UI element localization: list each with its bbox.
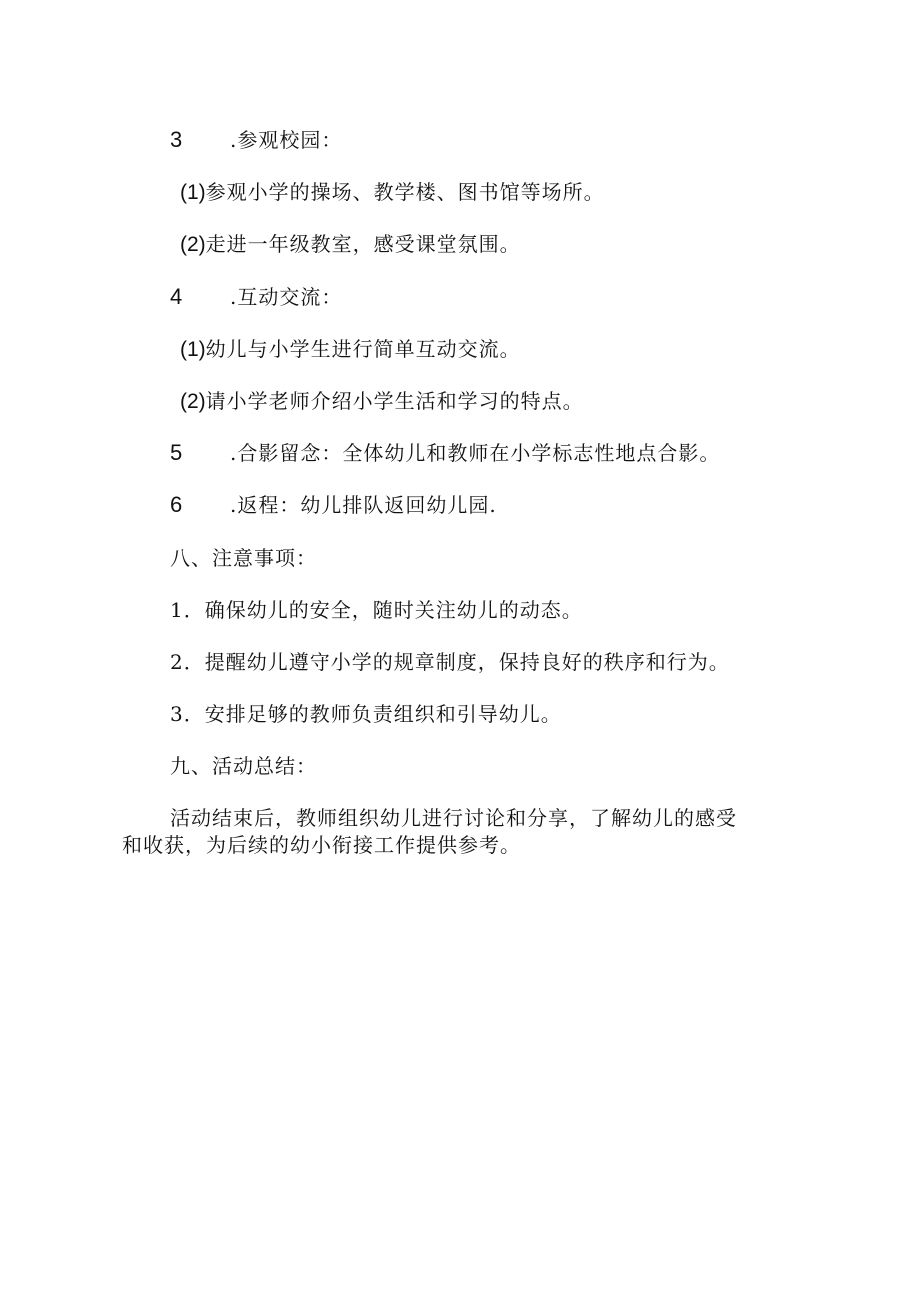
sub-text: 幼儿与小学生进行简单互动交流。 (205, 337, 521, 361)
sub-number: (2) (180, 233, 206, 256)
step-text: .返程：幼儿排队返回幼儿园. (230, 493, 497, 517)
sub-text: 走进一年级教室，感受课堂氛围。 (205, 232, 521, 256)
sub-text: 参观小学的操场、教学楼、图书馆等场所。 (205, 180, 605, 204)
step-text: .互动交流： (230, 285, 343, 309)
note-3: 3．安排足够的教师负责组织和引导幼儿。 (170, 702, 562, 726)
note-1: 1．确保幼儿的安全，随时关注幼儿的动态。 (170, 598, 583, 622)
sub-text: 请小学老师介绍小学生活和学习的特点。 (205, 389, 584, 413)
step-4-sub-2 (180, 389, 584, 414)
step-number: 3 (170, 127, 184, 152)
step-text: .参观校园： (230, 128, 343, 152)
step-4 (170, 285, 342, 309)
note-2: 2．提醒幼儿遵守小学的规章制度，保持良好的秩序和行为。 (170, 650, 730, 674)
step-4-sub-1 (180, 337, 521, 362)
summary-line-2: 和收获，为后续的幼小衔接工作提供参考。 (122, 833, 521, 857)
step-5 (170, 441, 720, 465)
sub-number: (1) (180, 181, 206, 204)
step-3 (170, 128, 342, 152)
step-number: 4 (170, 284, 184, 309)
sub-number: (1) (180, 338, 206, 361)
step-number: 6 (170, 492, 184, 517)
step-text: .合影留念：全体幼儿和教师在小学标志性地点合影。 (230, 441, 721, 465)
step-6 (170, 493, 497, 517)
section-9-heading: 九、活动总结： (170, 754, 317, 778)
sub-number: (2) (180, 390, 206, 413)
step-3-sub-2 (180, 232, 521, 257)
summary-line-1: 活动结束后，教师组织幼儿进行讨论和分享，了解幼儿的感受 (170, 806, 737, 830)
step-3-sub-1 (180, 180, 605, 205)
step-number: 5 (170, 440, 184, 465)
section-8-heading: 八、注意事项： (170, 546, 317, 570)
